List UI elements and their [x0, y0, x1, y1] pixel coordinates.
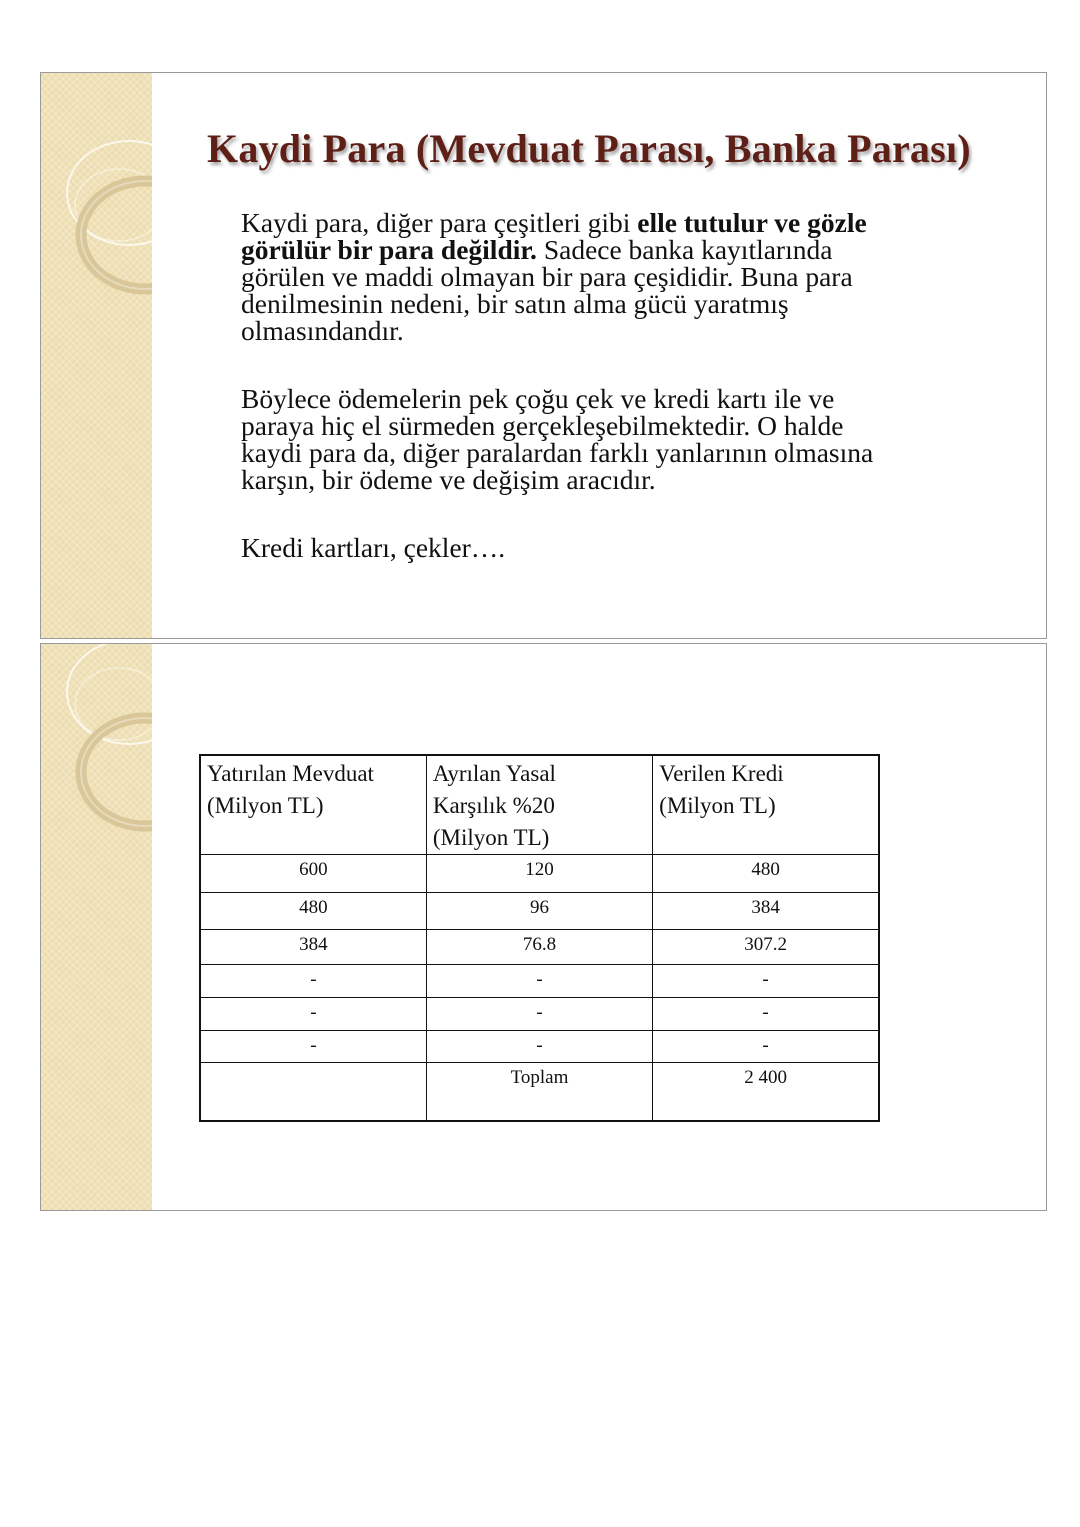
total-label: Toplam [426, 1063, 652, 1121]
table-cell: 480 [200, 893, 426, 930]
decorative-side-band [41, 73, 152, 638]
table-cell: 96 [426, 893, 652, 930]
credit-table-container [199, 754, 880, 1122]
table-cell: - [653, 998, 879, 1031]
table-cell: 480 [653, 855, 879, 893]
table-cell: - [653, 965, 879, 998]
table-cell: - [426, 998, 652, 1031]
table-cell: - [426, 965, 652, 998]
table-cell [200, 1063, 426, 1121]
header-line: Ayrılan Yasal [432, 761, 556, 786]
header-line: Karşılık %20 [432, 793, 555, 818]
table-cell: 384 [200, 930, 426, 965]
table-row [200, 893, 879, 930]
table-header-row [200, 755, 879, 855]
table-total-row [200, 1063, 879, 1121]
total-value: 2 400 [653, 1063, 879, 1121]
header-line: Verilen Kredi [659, 761, 784, 786]
paragraph-bold-text: elle tutulur ve gözle görülür bir para değildir. [241, 207, 867, 265]
paragraph-definition [241, 209, 901, 344]
header-line: (Milyon TL) [207, 793, 324, 818]
rings-decoration-icon [41, 73, 152, 638]
table-cell: - [653, 1031, 879, 1063]
header-deposit [200, 755, 426, 855]
table-cell: - [200, 998, 426, 1031]
header-reserve [426, 755, 652, 855]
header-line: (Milyon TL) [659, 793, 776, 818]
paragraph-examples: Kredi kartları, çekler…. [241, 532, 506, 563]
table-cell: - [200, 1031, 426, 1063]
paragraph-text: Sadece banka kayıtlarında görülen ve maddi olmayan bir para çeşididir. Buna para denilmesinin nedeni, bir satın alma gücü yaratmış olmasındandır. [241, 234, 853, 346]
table-row [200, 855, 879, 893]
slide-title: Kaydi Para (Mevduat Parası, Banka Parası) [207, 126, 971, 171]
table-cell: - [426, 1031, 652, 1063]
table-cell: - [200, 965, 426, 998]
header-line: Yatırılan Mevduat [207, 761, 374, 786]
table-row [200, 1031, 879, 1063]
table-cell: 600 [200, 855, 426, 893]
table-row [200, 998, 879, 1031]
table-cell: 384 [653, 893, 879, 930]
table-cell: 307.2 [653, 930, 879, 965]
table-cell: 76.8 [426, 930, 652, 965]
paragraph-text: Kaydi para, diğer para çeşitleri gibi [241, 207, 638, 238]
rings-decoration-icon [41, 644, 152, 1210]
slide-1 [40, 72, 1047, 639]
table-cell: 120 [426, 855, 652, 893]
slide-2 [40, 643, 1047, 1211]
header-credit [653, 755, 879, 855]
decorative-side-band [41, 644, 152, 1210]
credit-creation-table [199, 754, 880, 1122]
table-row [200, 965, 879, 998]
header-line: (Milyon TL) [432, 825, 550, 850]
paragraph-payment: Böylece ödemelerin pek çoğu çek ve kredi kartı ile ve paraya hiç el sürmeden gerçekleşebilmektedir. O halde kaydi para da, diğer paralardan farklı yanlarının olmasına karşın, bir ödeme ve değişim aracıdır. [241, 383, 874, 495]
table-row [200, 930, 879, 965]
